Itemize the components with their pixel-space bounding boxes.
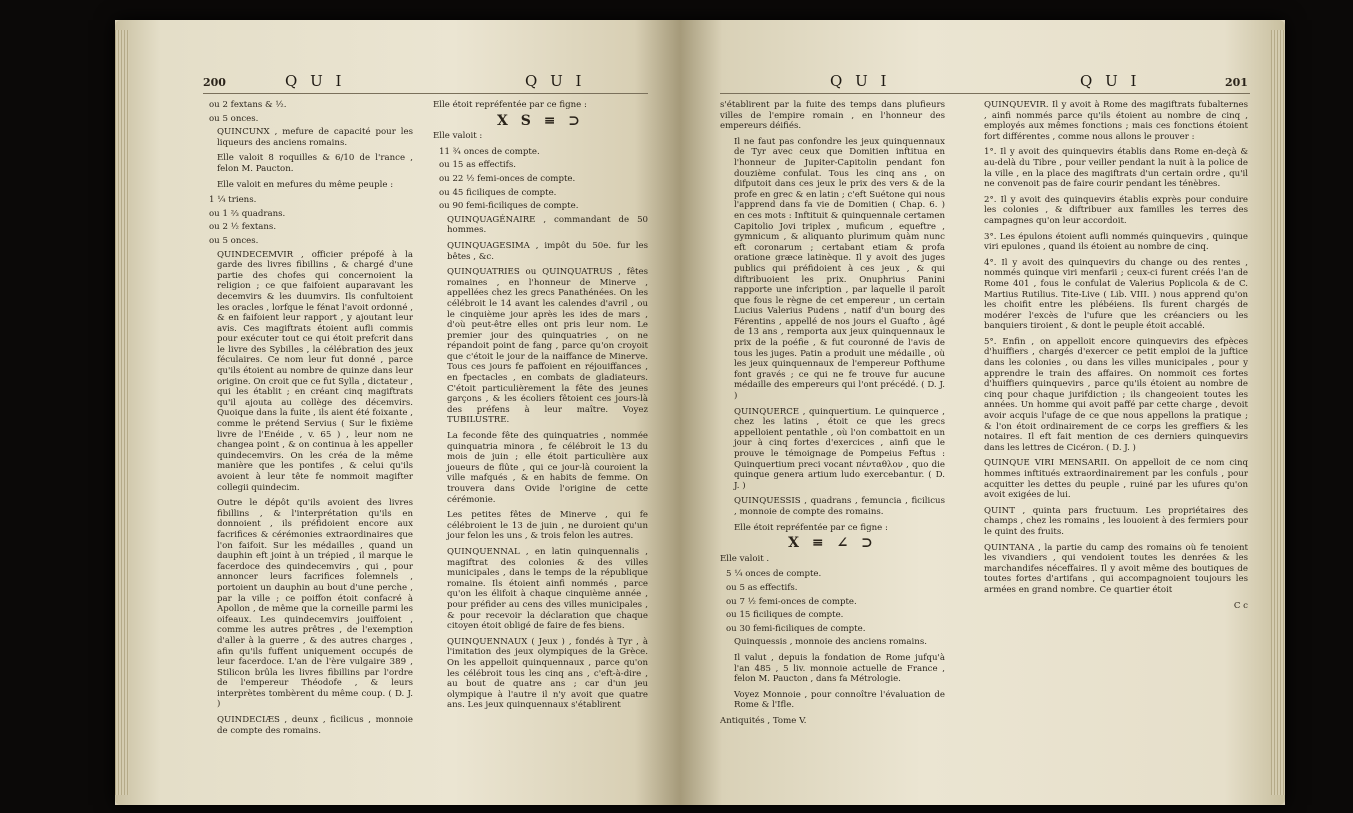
- entry-paragraph: Les petites fêtes de Minerve , qui fe célébroient le 13 de juin , ne duroient qu'un jour felon les uns , & trois felon les autres.: [447, 510, 648, 542]
- open-book: [115, 20, 1285, 805]
- text-line: ou 15 ficiliques de compte.: [726, 610, 844, 621]
- entry-paragraph: QUINQUEVIR. Il y avoit à Rome des magiftrats fubalternes , ainfi nommés parce qu'ils étoient au nombre de cinq , employés aux mêmes fonctions ; mais ces fonctions étoient fort différentes , comme nous allons le prouver :: [984, 100, 1248, 142]
- text-line: Elle valoit :: [433, 131, 483, 142]
- text-line: ou 90 femi-ficiliques de compte.: [439, 201, 579, 212]
- page-edge-left: [115, 30, 129, 795]
- text-line: ou 2 fextans & ½.: [209, 100, 287, 110]
- left-page: [115, 20, 680, 805]
- entry-paragraph: Quinquessis , monnoie des anciens romains.: [734, 637, 927, 648]
- entry-paragraph: Elle valoit en mefures du même peuple :: [217, 179, 394, 190]
- entry-paragraph: Elle valoit 8 roquilles & 6/10 de l'rance , felon M. Paucton.: [217, 153, 413, 174]
- entry-paragraph: Voyez Monnoie , pour connoître l'évaluation de Rome & l'Ifle.: [734, 689, 945, 711]
- text-line: Elle étoit repréfentée par ce figne :: [734, 522, 888, 533]
- entry-paragraph: QUINQUERCE , quinquertium. Le quinquerce , chez les latins , étoit ce que les grecs appelloient pentathle , où l'on combattoit en un jour à cinq fortes d'exercices , ainfi que le prouve le témoignage de Pompeius Feftus : Quinquertium preci vocant πένταθλον , quo die quinque genera artium ludo exercebantur. ( D. J. ): [734, 406, 945, 491]
- right-page: [680, 20, 1285, 805]
- entry-paragraph: QUINCUNX , mefure de capacité pour les liqueurs des anciens romains.: [217, 127, 413, 148]
- text-line: 5 ¼ onces de compte.: [726, 569, 822, 580]
- text-line: ou 45 ficiliques de compte.: [439, 187, 557, 198]
- text-line: Elle étoit repréfentée par ce figne :: [433, 100, 587, 110]
- signature-mark: C c: [1233, 600, 1248, 611]
- text-line: 1 ¼ triens.: [209, 195, 257, 206]
- entry-paragraph: Il valut , depuis la fondation de Rome jufqu'à l'an 485 , 5 liv. monnoie actuelle de France , felon M. Paucton , dans fa Métrologie.: [734, 652, 945, 685]
- entry-paragraph: QUINQUENNAUX ( Jeux ) , fondés à Tyr , à l'imitation des jeux olympiques de la Grèce. On les appelloit quinquennaux , parce qu'on les célébroit tous les cinq ans , c'eft-à-dire , au bout de quatre ans ; car d'un jeu olympique à l'autre il n'y avoit que quatre ans. Les jeux quinquennaux s'établirent: [447, 636, 648, 711]
- text-line: ou 2 ½ fextans.: [209, 222, 277, 233]
- volume-footer: Antiquités , Tome V.: [720, 715, 807, 726]
- entry-paragraph: QUINQUENNAL , en latin quinquennalis , magiftrat des colonies & des villes municipales , dans le temps de la république romaine. Ils étoient ainfi nommés , parce qu'on les élifoit à chaque cinquième année , pour préfider au cens des villes municipales , & pour recevoir la déclaration que chaque citoyen étoit obligé de faire de fes biens.: [447, 546, 648, 632]
- text-line: ou 7 ½ femi-onces de compte.: [726, 596, 857, 607]
- entry-paragraph: La feconde fête des quinquatries , nommée quinquatria minora , fe célébroit le 13 du mois de juin ; elle étoit particulière aux joueurs de flûte , qui ce jour-là couroient la ville mafqués , & en habits de femme. On trouvera dans Ovide l'origine de cette cérémonie.: [447, 431, 648, 505]
- entry-paragraph: QUINDECIÆS , deunx , ficilicus , monnoie de compte des romains.: [217, 715, 413, 736]
- left-page-column-1: [203, 100, 413, 741]
- left-page-column-2: [433, 100, 648, 716]
- entry-paragraph: QUINQUESSIS , quadrans , femuncia , ficilicus , monnoie de compte des romains.: [734, 496, 945, 517]
- right-page-column-2: [970, 100, 1248, 616]
- entry-paragraph: s'établirent par la fuite des temps dans plufieurs villes de l'empire romain , en l'honneur des empereurs déifiés.: [720, 100, 945, 132]
- entry-paragraph: 2°. Il y avoit des quinquevirs établis exprès pour conduire les colonies , & diftribuer aux familles les terres des campagnes qu'on leur accordoit.: [984, 194, 1248, 226]
- right-page-column-1: [720, 100, 945, 731]
- page-number-left: 200: [203, 76, 226, 89]
- entry-paragraph: QUINTANA , la partie du camp des romains où fe tenoient les vivandiers , qui vendoient toutes les denrées & les marchandifes néceffaires. Il y avoit même des boutiques de toutes fortes d'artifans , qui accompagnoient toujours les armées en grand nombre. Ce quartier étoit: [984, 542, 1248, 595]
- text-line: 11 ¾ onces de compte.: [439, 146, 540, 157]
- entry-paragraph: 5°. Enfin , on appelloit encore quinquevirs des efpèces d'huiffiers , chargés d'exercer ce petit emploi de la juftice dans les colonies , ou dans les villes municipales , pour y apprendre le train des affaires. On nommoit ces fortes d'huiffiers quinquevirs , parce qu'ils étoient au nombre de cinq pour chaque jurifdiction ; ils changeoient toutes les années. Un homme qui avoit paffé par cette charge , devoit avoir acquis l'ufage de ce que nous appellons la pratique ; & l'on étoit ordinairement de ce corps les greffiers & les notaires. Il eft fait mention de ces derniers quinquevirs dans les lettres de Cicéron. ( D. J. ): [984, 336, 1248, 453]
- entry-paragraph: QUINQUATRIES ou QUINQUATRUS , fêtes romaines , en l'honneur de Minerve , appellées chez les grecs Panathénées. On les célébroit le 14 avant les calendes d'avril , ou le cinquième jour après les ides de mars , d'où peut-être elles ont pris leur nom. Le premier jour des quinquatries , on ne répandoit point de fang , parce qu'on croyoit que c'étoit le jour de la naiffance de Minerve. Tous ces jours fe paffoient en réjouiffances , en fpectacles , en combats de gladiateurs. C'étoit particulièrement la fête des jeunes garçons , & les écoliers fêtoient ces jours-là des préfens à leur maître. Voyez TUBILUSTRE.: [447, 267, 648, 426]
- coin-sign: X ≡ ∠ ⊃: [788, 535, 877, 552]
- entry-paragraph: QUINDECEMVIR , officier prépofé à la garde des livres fibillins , & chargé d'une partie des chofes qui concernoient la religion ; ce que faifoient auparavant les decemvirs & les duumvirs. Ils confultoient les oracles , lorfque le fénat l'avoit ordonné , & en faifoient leur rapport , y ajoutant leur avis. Ces magiftrats étoient aufli commis pour exécuter tout ce qui étoit prefcrit dans le livre des Sybilles , la célébration des jeux féculaires. Ce nom leur fut donné , parce qu'ils étoient au nombre de quinze dans leur origine. On croit que ce fut Sylla , dictateur , qui les établit ; en créant cinq magiftrats qu'il ajouta au collège des décemvirs. Quoique dans la fuite , ils aient été foixante , comme le prétend Servius ( Sur le fixième livre de l'Enéide , v. 65 ) , leur nom ne changea point , & on continua à les appeller quindecemvirs. On les créa de la même manière que les pontifes , & celui qu'ils avoient à leur tête fe nommoit magifter collegii quindecim.: [217, 249, 413, 493]
- text-line: ou 22 ½ femi-onces de compte.: [439, 173, 576, 184]
- entry-paragraph: Il ne faut pas confondre les jeux quinquennaux de Tyr avec ceux que Domitien inftitua en l'honneur de Jupiter-Capitolin pendant fon douzième confulat. Tous les cinq ans , on difputoit dans ces jeux le prix des vers & de la profe en grec & en latin ; c'eft Suétone qui nous l'apprend dans fa vie de Domitien ( Chap. 6. ) en ces mots : Inftituit & quinquennale certamen Capitolio Jovi triplex , muficum , equeftre , gymnicum , & aliquanto plurimum quàm nunc eft coronarum ; certabant etiam & profa oratione græce latinèque. Il y avoit des juges publics qui préfidoient à ces jeux , & qui diftribuoient les prix. Onuphrius Panini rapporte une infcription , par laquelle il paroît que fous le règne de cet empereur , un certain Lucius Valerius Pudens , natif d'un bourg des Férentins , appellé de nos jours el Guafto , âgé de 13 ans , remporta aux jeux quinquennaux le prix de la poéfie , & fut couronné de l'avis de tous les juges. Patin a produit une médaille , où les jeux quinquennaux de l'empereur Pofthume font gravés ; ce qui ne fe trouve fur aucune médaille des empereurs qui l'ont précédé. ( D. J. ): [734, 136, 945, 402]
- running-head-right-col1: Q U I: [830, 72, 891, 90]
- running-head-left-col2: Q U I: [525, 72, 586, 90]
- text-line: ou 30 femi-ficiliques de compte.: [726, 623, 866, 634]
- entry-paragraph: 1°. Il y avoit des quinquevirs établis dans Rome en-deçà & au-delà du Tibre , pour veiller pendant la nuit à la police de la ville , en la place des magiftrats d'un certain ordre , qu'il ne convenoit pas de faire courir pendant les ténèbres.: [984, 147, 1248, 190]
- entry-paragraph: 4°. Il y avoit des quinquevirs du change ou des rentes , nommés quinque viri menfarii ; ceux-ci furent créés l'an de Rome 401 , fous le confulat de Valerius Poplicola & de C. Martius Rutilius. Tite-Live ( Lib. VIII. ) nous apprend qu'on les choifit entre les plébéiens. Ils furent chargés de modérer l'excès de l'ufure que les créanciers ou les banquiers tiroient , & dont le peuple étoit accablé.: [984, 257, 1248, 332]
- text-line: ou 5 onces.: [209, 113, 259, 124]
- text-line: ou 5 as effectifs.: [726, 582, 798, 593]
- header-rule-right: [720, 93, 1250, 94]
- entry-paragraph: QUINQUAGESIMA , impôt du 50e. fur les bêtes , &c.: [447, 240, 648, 262]
- entry-paragraph: Outre le dépôt qu'ils avoient des livres fibillins , & l'interprétation qu'ils en donnoient , ils préfidoient encore aux facrifices & cérémonies extraordinaires que l'on faifoit. Sur les médailles , quand un dauphin eft joint à un trépied , il marque le facerdoce des quindecemvirs , qui , pour annoncer leurs facrifices folemnels , portoient un dauphin au bout d'une perche , par la ville ; ce poiffon étoit confacré à Apollon , de même que la corneille parmi les oifeaux. Les quindecemvirs jouiffoient , comme les autres prêtres , de l'exemption d'aller à la guerre , & des autres charges , afin qu'ils fuffent uniquement occupés de leur facerdoce. L'an de l'ère vulgaire 389 , Stilicon brûla les livres fibillins par l'ordre de l'empereur Théodofe , & leurs interprètes tombèrent du même coup. ( D. J. ): [217, 498, 413, 710]
- text-line: ou 1 ⅔ quadrans.: [209, 208, 286, 219]
- coin-sign: X S ≡ ⊃: [496, 112, 585, 129]
- page-number-right: 201: [1225, 76, 1248, 89]
- text-line: ou 5 onces.: [209, 235, 259, 246]
- text-line: Elle valoit .: [720, 553, 770, 564]
- entry-paragraph: QUINQUAGÉNAIRE , commandant de 50 hommes.: [447, 214, 648, 236]
- page-edge-right: [1271, 30, 1285, 795]
- text-line: ou 15 as effectifs.: [439, 160, 516, 171]
- entry-paragraph: 3°. Les épulons étoient aufli nommés quinquevirs , quinque viri epulones , quand ils étoient au nombre de cinq.: [984, 231, 1248, 253]
- entry-paragraph: QUINQUE VIRI MENSARII. On appelloit de ce nom cinq hommes inftitués extraordinairement par les confuls , pour acquitter les dettes du peuple , ruiné par les ufures qu'on avoit exigées de lui.: [984, 458, 1248, 501]
- header-rule-left: [203, 93, 648, 94]
- entry-paragraph: QUINT , quinta pars fructuum. Les propriétaires des champs , chez les romains , les louoient à des fermiers pour le quint des fruits.: [984, 505, 1248, 537]
- running-head-right-col2: Q U I: [1080, 72, 1141, 90]
- running-head-left-col1: Q U I: [285, 72, 346, 90]
